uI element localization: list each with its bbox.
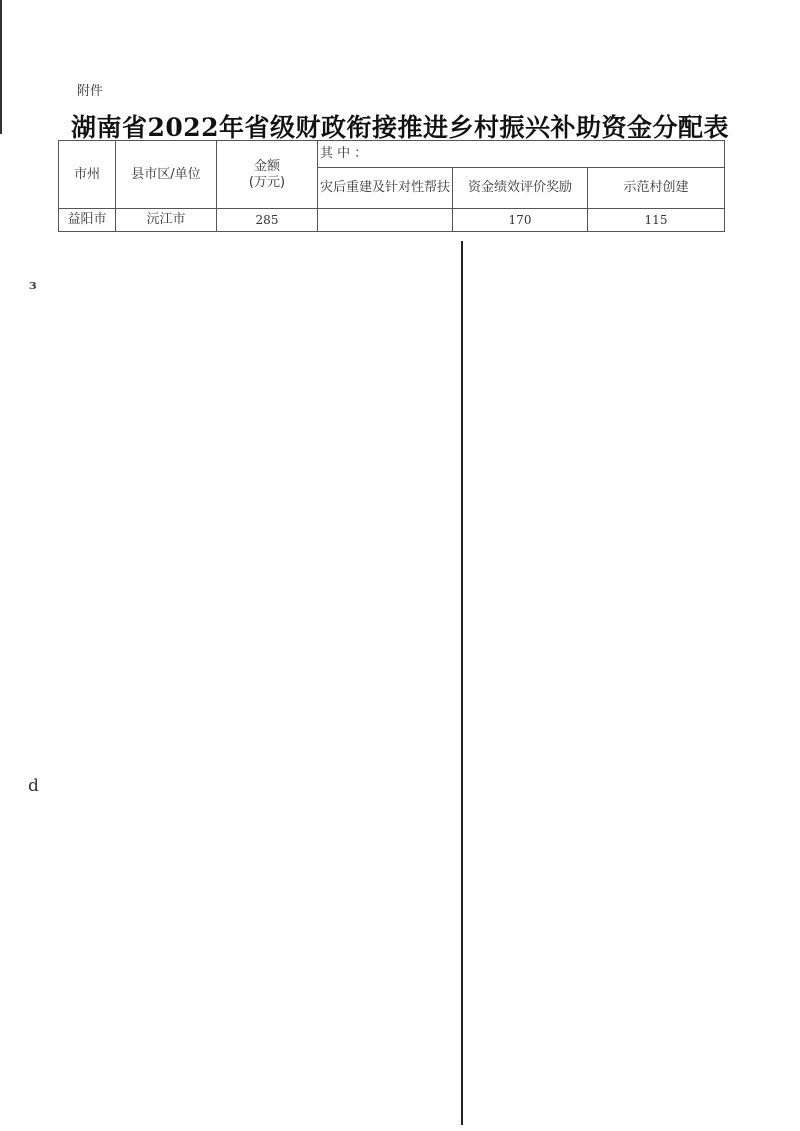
stray-mark: d (28, 776, 39, 796)
cell-amount: 285 (217, 209, 318, 232)
table-row (59, 209, 725, 232)
document-title: 湖南省2022年省级财政衔接推进乡村振兴补助资金分配表 (70, 113, 730, 142)
cell-demo-village: 115 (588, 209, 725, 232)
allocation-table (58, 140, 725, 232)
cell-city: 益阳市 (59, 209, 116, 232)
header-county: 县市区/单位 (116, 141, 217, 209)
cell-performance-reward: 170 (453, 209, 588, 232)
stray-mark: ɜ (29, 278, 37, 293)
header-of-which: 其 中 ： (318, 141, 725, 168)
cell-county: 沅江市 (116, 209, 217, 232)
header-disaster-rebuild: 灾后重建及针对性帮扶 (318, 168, 453, 209)
cell-disaster-rebuild (318, 209, 453, 232)
header-city: 市州 (59, 141, 116, 209)
header-amount: 金额 (万元) (217, 141, 318, 209)
header-demo-village: 示范村创建 (588, 168, 725, 209)
attachment-label: 附件 (77, 84, 104, 99)
header-performance-reward: 资金绩效评价奖励 (453, 168, 588, 209)
vertical-divider-line (461, 241, 463, 1125)
header-row-top (59, 141, 725, 168)
